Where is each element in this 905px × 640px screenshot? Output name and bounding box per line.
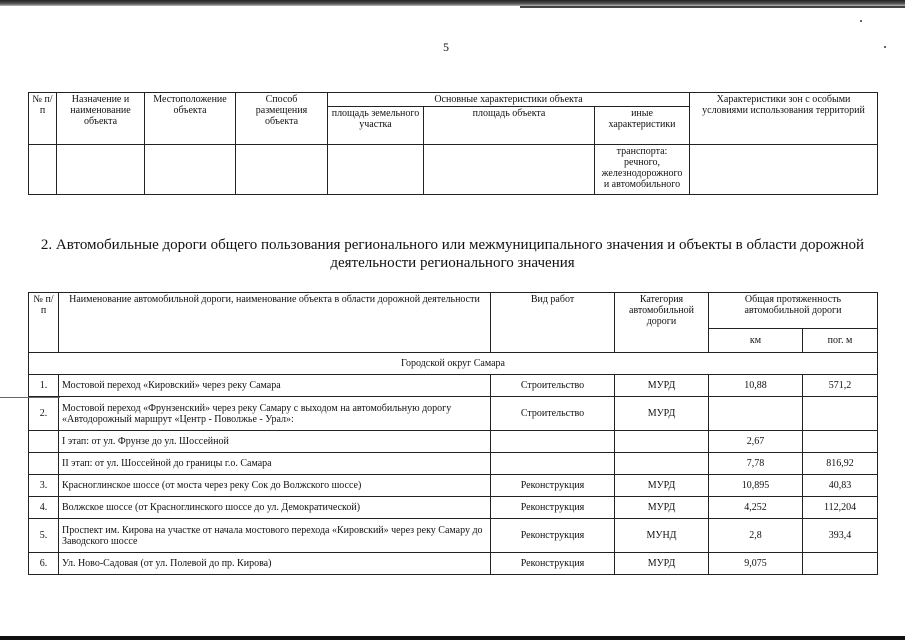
header-category: Категория автомобильной дороги <box>615 293 709 353</box>
page-number: 5 <box>443 40 449 54</box>
scan-edge-line <box>520 6 905 8</box>
table-row <box>29 519 878 553</box>
scan-speck <box>884 46 886 48</box>
row-meters: 571,2 <box>803 375 878 397</box>
row-category <box>615 453 709 475</box>
row-num <box>29 453 59 475</box>
row-category: МУРД <box>615 375 709 397</box>
scan-edge-bottom <box>0 636 905 640</box>
row-road-name: Проспект им. Кирова на участке от начала мостового перехода «Кировский» через реку Самару до Заводского шоссе <box>59 519 491 553</box>
row-km: 7,78 <box>709 453 803 475</box>
row-category <box>615 431 709 453</box>
row-category: МУНД <box>615 519 709 553</box>
section-heading: 2. Автомобильные дороги общего пользования регионального или межмуниципального значения и объекты в области дорожной деятельности регионального значения <box>40 237 865 271</box>
row-work-type: Реконструкция <box>491 553 615 575</box>
row-work-type: Реконструкция <box>491 519 615 553</box>
roads-table <box>28 292 878 575</box>
row-km: 10,88 <box>709 375 803 397</box>
header-num: № п/п <box>29 293 59 353</box>
header-purpose: Назначение и наименование объекта <box>57 93 145 145</box>
cell-num <box>29 145 57 195</box>
row-km <box>709 397 803 431</box>
row-km: 4,252 <box>709 497 803 519</box>
row-road-name: Ул. Ново-Садовая (от ул. Полевой до пр. Кирова) <box>59 553 491 575</box>
header-km: км <box>709 329 803 353</box>
row-road-name: Красноглинское шоссе (от моста через реку Сок до Волжского шоссе) <box>59 475 491 497</box>
row-work-type: Реконструкция <box>491 475 615 497</box>
header-num: № п/п <box>29 93 57 145</box>
row-meters: 393,4 <box>803 519 878 553</box>
row-work-type: Строительство <box>491 375 615 397</box>
header-land-area: площадь земельного участка <box>328 107 424 145</box>
row-num: 6. <box>29 553 59 575</box>
header-location: Местоположение объекта <box>145 93 236 145</box>
table-row <box>29 397 878 431</box>
objects-table <box>28 92 878 195</box>
row-category: МУРД <box>615 497 709 519</box>
row-meters <box>803 553 878 575</box>
cell-zones <box>690 145 878 195</box>
scan-artifact-line <box>0 397 60 398</box>
table-row <box>29 453 878 475</box>
row-category: МУРД <box>615 475 709 497</box>
row-num: 1. <box>29 375 59 397</box>
header-total-length: Общая протяженность автомобильной дороги <box>709 293 878 329</box>
row-work-type <box>491 431 615 453</box>
row-num: 2. <box>29 397 59 431</box>
cell-purpose <box>57 145 145 195</box>
row-num: 4. <box>29 497 59 519</box>
row-meters: 112,204 <box>803 497 878 519</box>
row-road-name: I этап: от ул. Фрунзе до ул. Шоссейной <box>59 431 491 453</box>
cell-method <box>236 145 328 195</box>
header-other: иные характеристики <box>595 107 690 145</box>
row-km: 2,8 <box>709 519 803 553</box>
header-method: Способ размещения объекта <box>236 93 328 145</box>
table-row <box>29 475 878 497</box>
row-num: 5. <box>29 519 59 553</box>
row-km: 9,075 <box>709 553 803 575</box>
row-meters: 816,92 <box>803 453 878 475</box>
group-row: Городской округ Самара <box>29 353 878 375</box>
table-row <box>29 553 878 575</box>
scan-speck <box>860 20 862 22</box>
header-meters: пог. м <box>803 329 878 353</box>
cell-object-area <box>424 145 595 195</box>
row-num <box>29 431 59 453</box>
table-row <box>29 375 878 397</box>
header-object-area: площадь объекта <box>424 107 595 145</box>
row-km: 10,895 <box>709 475 803 497</box>
cell-location <box>145 145 236 195</box>
row-road-name: Мостовой переход «Кировский» через реку Самара <box>59 375 491 397</box>
row-work-type: Реконструкция <box>491 497 615 519</box>
row-meters: 40,83 <box>803 475 878 497</box>
table-row <box>29 497 878 519</box>
row-category: МУРД <box>615 553 709 575</box>
row-km: 2,67 <box>709 431 803 453</box>
row-road-name: Мостовой переход «Фрунзенский» через реку Самару с выходом на автомобильную дорогу «Автодорожный маршрут «Центр - Поволжье - Урал»: <box>59 397 491 431</box>
row-road-name: Волжское шоссе (от Красноглинского шоссе до ул. Демократической) <box>59 497 491 519</box>
cell-other: транспорта: речного, железнодорожного и автомобильного <box>595 145 690 195</box>
row-work-type: Строительство <box>491 397 615 431</box>
cell-land-area <box>328 145 424 195</box>
header-main-characteristics: Основные характеристики объекта <box>328 93 690 107</box>
table-row <box>29 431 878 453</box>
header-road-name: Наименование автомобильной дороги, наименование объекта в области дорожной деятельности <box>59 293 491 353</box>
row-work-type <box>491 453 615 475</box>
row-meters <box>803 431 878 453</box>
row-category: МУРД <box>615 397 709 431</box>
row-road-name: II этап: от ул. Шоссейной до границы г.о. Самара <box>59 453 491 475</box>
row-meters <box>803 397 878 431</box>
row-num: 3. <box>29 475 59 497</box>
header-work-type: Вид работ <box>491 293 615 353</box>
header-zones: Характеристики зон с особыми условиями использования территорий <box>690 93 878 145</box>
